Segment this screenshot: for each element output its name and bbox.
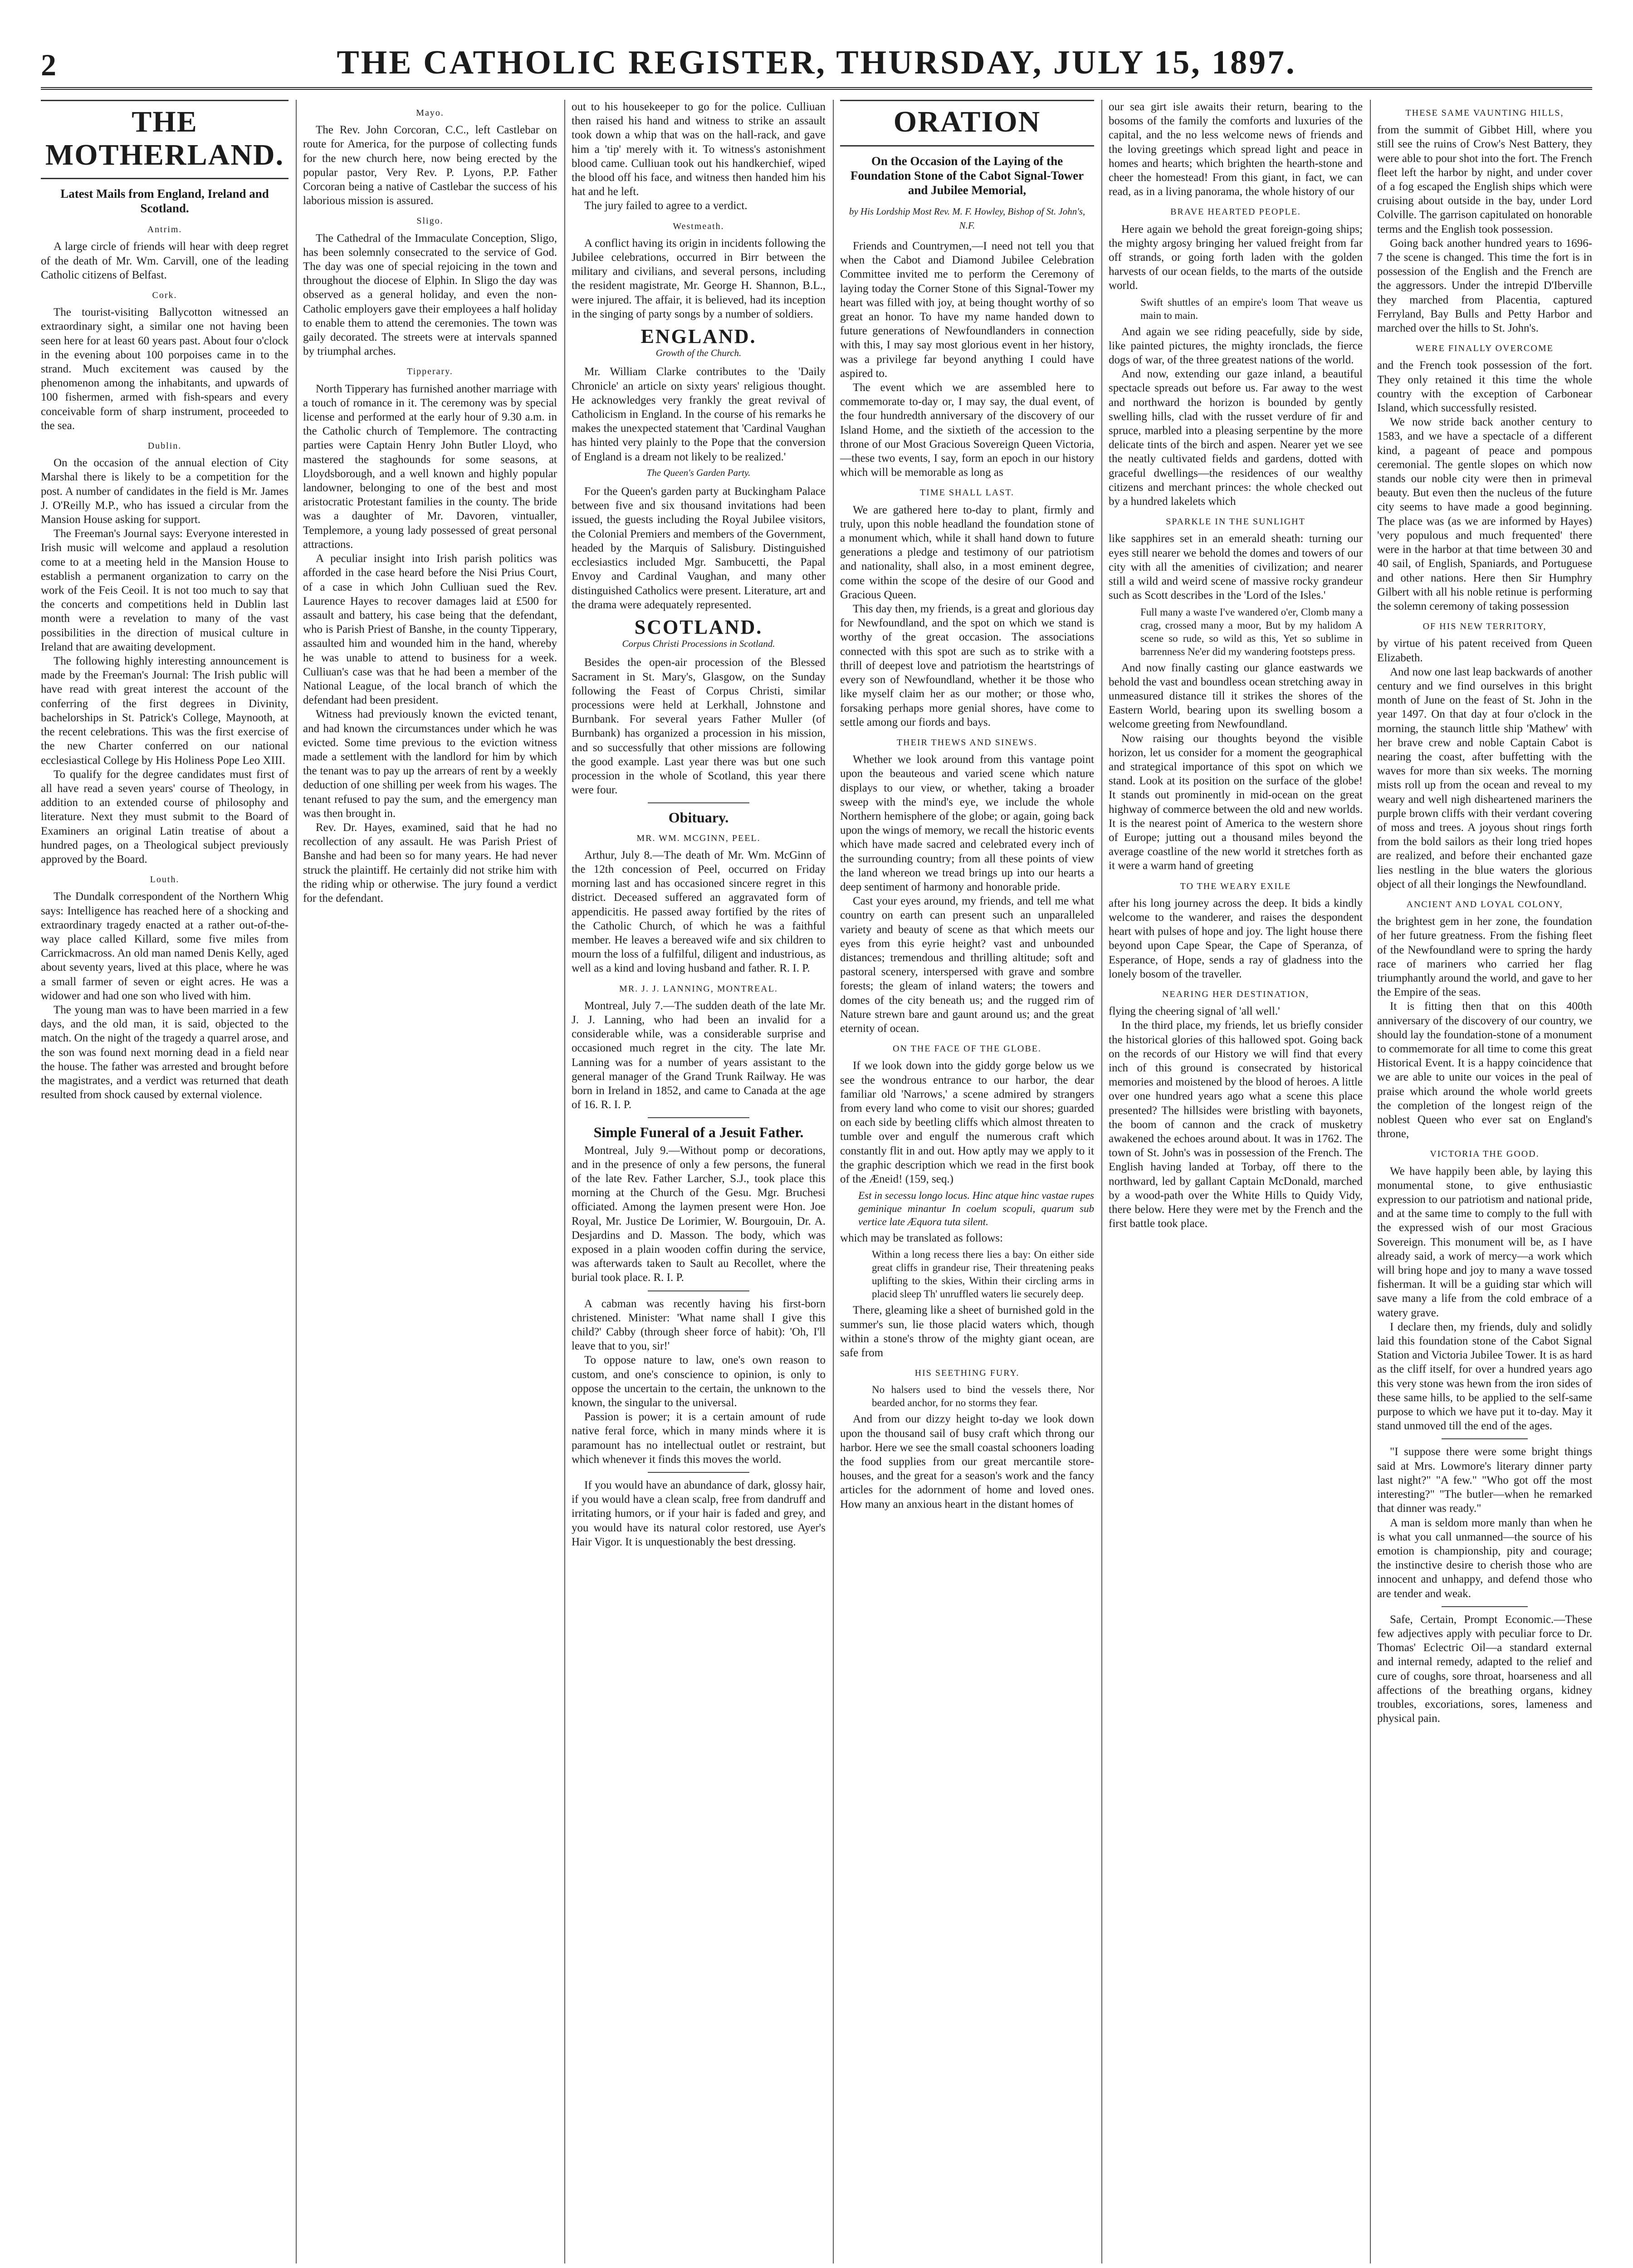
- article-paragraph: Witness had previously known the evicted tenant, and had known the circumstances under which he was evicted. Some time previous to the eviction witness made a settlement with the landlord for him by which the tenant was to pay up the arrears of rent by a weekly deduction of one shilling per week from his wages. The tenant refused to pay the sum, and the emergency man was then brought in.: [303, 708, 557, 820]
- article-paragraph: For the Queen's garden party at Buckingham Palace between five and six thousand invitations had been issued, the guests including the Royal Jubilee visitors, the Colonial Premiers and members of the Government, headed by the Marquis of Salisbury. Distinguished ecclesiastics included Mgr. Sambucetti, the Papal Envoy and Cardinal Vaughan, and many other distinguished Catholics were present. Literature, art and the drama were adequately represented.: [572, 485, 826, 611]
- article-paragraph: To oppose nature to law, one's own reason to custom, and one's conscience to opinion, is only to oppose the uncertain to the certain, the unknown to the known, the singular to the universal.: [572, 1354, 826, 1409]
- obituary-name: MR. WM. MCGINN, PEEL.: [636, 833, 761, 843]
- article-paragraph: And again we see riding peacefully, side by side, like painted pictures, the mighty ironclads, the fierce dogs of war, of the three greatest nations of the world.: [1109, 325, 1363, 367]
- article-paragraph: our sea girt isle awaits their return, bearing to the bosoms of the family the comforts and luxuries of the capital, and the no less welcome news of friends and the loving greetings which spread light and peace in homes and hearts; which brighten the hearth-stone and cheer the homestead! From this giant, in fact, we can read, as in a living panorama, the whole history of our: [1109, 101, 1363, 198]
- article-paragraph: after his long journey across the deep. It bids a kindly welcome to the wanderer, and raises the despondent heart with pulses of hope and joy. The light house there beyond upon Cape Spear, the Cape of Speranza, of Esperance, of Hope, sends a ray of gladness into the lonely bosom of the traveller.: [1109, 897, 1363, 980]
- article-paragraph: I declare then, my friends, duly and solidly laid this foundation stone of the Cabot Signal Station and Victoria Jubilee Tower. It is as hard as the cliff itself, for over a hundred years ago this very stone was hewn from the iron sides of these same hills, to be applied to the self-same purpose to which we have put it to-day. May it stand unmoved till the end of the ages.: [1377, 1320, 1592, 1432]
- place-mayo: Mayo.: [416, 108, 444, 118]
- motherland-deck: Latest Mails from England, Ireland and Scotland.: [60, 187, 269, 215]
- article-paragraph: We now stride back another century to 1583, and we have a spectacle of a different kind, a pageant of peace and pompous ceremonial. The gentle slopes on which now stands our noble city were then in primeval beauty. But even then the nucleus of the future city seems to have made a good beginning. The place was (as we are informed by Hayes) 'very populous and much frequented' there were in the harbor at that time between 30 and 40 sail, of English, Spaniards, and Portuguese and other nations. Here then Sir Humphry Gilbert with all his noble retinue is performing the solemn ceremony of taking possession: [1377, 416, 1592, 612]
- article-paragraph: We have happily been able, by laying this monumental stone, to give enthusiastic expression to our patriotism and national pride, and at the same time to comply to the full with the expressed wish of our most Gracious Sovereign. This monument will be, as I have already said, a work of mercy—a work which will bring hope and joy to many a wave tossed fisherman. It will be a guiding star which will save many a life from the cold embrace of a watery grave.: [1377, 1165, 1592, 1319]
- column-6: [1377, 100, 1592, 2263]
- subheading: Growth of the Church.: [655, 347, 742, 359]
- article-paragraph: A peculiar insight into Irish parish politics was afforded in the case heard before the Nisi Prius Court, of a case in which John Culliuan sued the Rev. Laurence Hayes to recover damages laid at £500 for assault and battery, his case being that the defendant, who is Parish Priest of Banshe, in the county Tipperary, assaulted him and wounded him in the hand, whereby he was unable to attend to business for a week. Culliuan's case was that he had been a member of the National League, of the local branch of which the defendant had been president.: [303, 552, 557, 707]
- article-paragraph: "I suppose there were some bright things said at Mrs. Lowmore's literary dinner party last night?" "A few." "Who got off the most interesting?" "The butler—when he remarked that dinner was ready.": [1377, 1446, 1592, 1515]
- article-paragraph: The Cathedral of the Immaculate Conception, Sligo, has been solemnly consecrated to the service of God. The day was one of special rejoicing in the town and throughout the diocese of Elphin. In Sligo the day was observed as a general holiday, and even the non-Catholic employers gave their employees a half holiday to enable them to attend the ceremonies. The town was gaily decorated. The streets were at intervals spanned by triumphal arches.: [303, 232, 557, 358]
- place-sligo: Sligo.: [416, 216, 444, 226]
- article-paragraph: The event which we are assembled here to commemorate to-day or, I may say, the dual event, of the four hundredth anniversary of the discovery of our Island Home, and the sixtieth of the accession to the throne of our Most Gracious Sovereign Queen Victoria,—these two events, I say, form an epoch in our history which will be memorable as long as: [840, 381, 1094, 479]
- article-paragraph: Montreal, July 7.—The sudden death of the late Mr. J. J. Lanning, who had been an invalid for a considerable while, was a considerable surprise and occasioned much regret in the city. The late Mr. Lanning was for a number of years assistant to the general manager of the Grand Trunk Railway. He was born in Ireland in 1852, and came to Canada at the age of 16. R. I. P.: [572, 999, 826, 1111]
- article-paragraph: Mr. William Clarke contributes to the 'Daily Chronicle' an article on sixty years' religious thought. He acknowledges very frankly the great revival of Catholicism in England. In the course of his remarks he makes the unexpected statement that 'Cardinal Vaughan has hinted very plainly to the Pope that the conversion of England is a dream not likely to be realized.': [572, 366, 826, 463]
- article-paragraph: Rev. Dr. Hayes, examined, said that he had no recollection of any assault. He was Parish Priest of Banshe and had been so for many years. He had never struck the plaintiff. He certainly did not strike him with the riding whip or otherwise. The jury found a verdict for the defendant.: [303, 821, 557, 904]
- verse: Swift shuttles of an empire's loom That weave us main to main.: [1140, 296, 1363, 321]
- article-paragraph: and the French took possession of the fort. They only retained it this time the whole country with the exception of Carbonear Island, which successfully resisted.: [1377, 359, 1592, 415]
- article-paragraph: Cast your eyes around, my friends, and tell me what country on earth can present such an unparalleled variety and beauty of scene as that which meets our eyes from this eyrie height? vast and unbounded distances; tremendous and thrilling altitude; soft and pastoral scenery, interspersed with grave and sombre forests; the gleam of inland waters; the towers and domes of the city beneath us; and the rugged rim of Nature strewn bare and gaunt around us; and the great eternity of ocean.: [840, 895, 1094, 1035]
- article-paragraph: Whether we look around from this vantage point upon the beauteous and varied scene which nature displays to our view, or whether, taking a broader sweep with the mind's eye, we include the whole Northern hemisphere of the globe; or again, going back upon the wings of memory, we recall the historic events which have made sacred and celebrated every inch of the surrounding country; from all these points of view the land whereon we tread brings up into our hearts a deep sentiment of harmony and honorable pride.: [840, 753, 1094, 893]
- article-paragraph: the brightest gem in her zone, the foundation of her future greatness. From the fishing fleet of the Newfoundland were to spring the hardy race of mariners who carried her flag triumphantly around the world, and gave to her the Empire of the seas.: [1377, 915, 1592, 999]
- subheading: HIS SEETHING FURY.: [914, 1368, 1020, 1378]
- subheading: TO THE WEARY EXILE: [1180, 881, 1291, 891]
- place-tipperary: Tipperary.: [407, 367, 453, 377]
- place-louth: Louth.: [150, 875, 180, 885]
- subheading: The Queen's Garden Party.: [646, 467, 751, 478]
- article-paragraph: To qualify for the degree candidates must first of all have read a seven years' course of Theology, in addition to an extended course of philosophy and literature. Next they must submit to the Board of Examiners an original Latin treatise of about a hundred pages, on a Theological subject previously approved by the Board.: [41, 768, 288, 865]
- subheading: BRAVE HEARTED PEOPLE.: [1170, 207, 1301, 217]
- article-paragraph: by virtue of his patent received from Queen Elizabeth.: [1377, 637, 1592, 664]
- divider: [648, 1290, 749, 1291]
- divider: [1442, 1438, 1528, 1439]
- verse: Full many a waste I've wandered o'er, Clomb many a crag, crossed many a moor, But by my halidom A scene so rude, so wild as this, Yet so sublime in barrenness Ne'er did my wandering footsteps press.: [1140, 606, 1363, 657]
- article-paragraph: This day then, my friends, is a great and glorious day for Newfoundland, and the spot on which we stand is worthy of the great occasion. The associations connected with this spot are such as to strike with a thrill of deepest love and patriotism the heartstrings of every son of Newfoundland, whether it be those who like myself claim her as our mother; or those who, forsaking perhaps more genial shores, have come to settle among our fiords and bays.: [840, 603, 1094, 728]
- obituary-heading: Obituary.: [668, 809, 729, 826]
- article-paragraph: The Freeman's Journal says: Everyone interested in Irish music will welcome and applaud a resolution come to at a meeting held in the Mansion House to establish a permanent organization to carry on the work of the Feis Ceoil. It is not too much to say that the concerts and competitions held in Dublin last month were a revelation to many of the vast possibilities in the direction of musical culture in Ireland that are awaiting development.: [41, 528, 288, 653]
- place-westmeath: Westmeath.: [673, 221, 724, 231]
- divider: [648, 802, 749, 803]
- article-paragraph: The jury failed to agree to a verdict.: [584, 200, 748, 212]
- divider: [648, 1117, 749, 1118]
- article-paragraph: Going back another hundred years to 1696-7 the scene is changed. This time the fort is in possession of the English and the French are the aggressors. Under the intrepid D'Iberville they marched from Placentia, captured Ferryland, Bay Bulls and Petty Harbor and marched over the hills to St. John's.: [1377, 237, 1592, 335]
- subheading: WERE FINALLY OVERCOME: [1416, 343, 1554, 354]
- column-rule: [296, 100, 297, 2263]
- column-5: [1109, 100, 1363, 2263]
- article-paragraph: out to his housekeeper to go for the police. Culliuan then raised his hand and witness to strike an assault took down a whip that was on the hall-rack, and gave him a 'tip' merely with it. To witness's astonishment blood came. Culliuan took out his handkerchief, wiped the blood off his face, and witness then handed him his hat and he left.: [572, 101, 826, 198]
- article-paragraph: like sapphires set in an emerald sheath: turning our eyes still nearer we behold the domes and towers of our city with all the amenities of civilization; and nearer still a wild and weird scene of massive rocky grandeur such as Scott describes in the 'Lord of the Isles.': [1109, 533, 1363, 602]
- article-paragraph: And now one last leap backwards of another century and we find ourselves in this bright month of June on the feast of St. John in the year 1497. On that day at four o'clock in the morning, the staunch little ship 'Mathew' with her brave crew and noble Captain Cabot is nearing the coast, after buffetting with the waves for more than six weeks. The morning mists roll up from the ocean and reveal to my weary and well nigh disheartened mariners the purple brown cliffs with their verdant covering of moss and trees. A joyous shout rings forth from the bold sailors as their long tried hopes are realized, and before their enchanted gaze lies nestling in the blue waters the glorious object of all their longings the Newfoundland.: [1377, 665, 1592, 890]
- column-motherland: [41, 100, 288, 2263]
- article-paragraph: The Dundalk correspondent of the Northern Whig says: Intelligence has reached here of a shocking and extraordinary tragedy enacted at a rather out-of-the-way place called Killard, some five miles from Carrickmacross. An old man named Denis Kelly, aged about seventy years, lived at this place, where he was a small farmer of seven or eight acres. He was a widower and had one son who lived with him.: [41, 890, 288, 1002]
- column-rule: [1370, 100, 1371, 2263]
- article-paragraph: flying the cheering signal of 'all well.': [1109, 1005, 1280, 1018]
- section-heading-england: ENGLAND.: [640, 325, 757, 348]
- subheading: THEIR THEWS AND SINEWS.: [896, 737, 1038, 748]
- article-paragraph: The following highly interesting announcement is made by the Freeman's Journal: The Irish public will have read with great interest the account of the conferring of the first degrees in Divinity, bachelorships in St. Patrick's College, Maynooth, at the recent celebrations. This was the first exercise of the new Charter conferred on our national ecclesiastical College by His Holiness Pope Leo XIII.: [41, 655, 288, 767]
- subheading: ON THE FACE OF THE GLOBE.: [893, 1044, 1041, 1054]
- article-paragraph: The young man was to have been married in a few days, and the old man, it is said, objected to the match. On the night of the tragedy a quarrel arose, and the son was found next morning dead in a field near the house. The father was arrested and brought before the magistrates, and a verdict was returned that death resulted from shock caused by external violence.: [41, 1003, 288, 1101]
- latin-quote: Est in secessu longo locus. Hinc atque hinc vastae rupes geminique minantur In coelum scopuli, quarum sub vertice late Æquora tuta silent.: [858, 1190, 1094, 1228]
- article-paragraph: And now, extending our gaze inland, a beautiful spectacle spreads out before us. Far away to the west and northward the horizon is bounded by gently swelling hills, clad with the russet verdure of fir and spruce, marbled into a pleasing serpentine by the more delicate tints of the birch and aspen. Nearer yet we see the neatly cultivated fields and gardens, dotted with graceful dwellings—the residences of our wealthy citizens and merchant princes: the whole checked out by a hundred lakelets which: [1109, 368, 1363, 508]
- article-paragraph: from the summit of Gibbet Hill, where you still see the ruins of Crow's Nest Battery, they were able to pour shot into the fort. The French fleet left the harbor by night, and under cover of a fog escaped the English ships which were cruising about outside in the bay, under Lord Colville. The garrison capitulated on honorable terms and the English took possession.: [1377, 124, 1592, 235]
- article-paragraph: On the occasion of the annual election of City Marshal there is likely to be a competition for the post. A number of candidates in the field is Mr. James J. O'Reilly M.P., who has issued a circular from the Mansion House asking for support.: [41, 457, 288, 526]
- place-cork: Cork.: [152, 290, 177, 300]
- article-paragraph: In the third place, my friends, let us briefly consider the historical glories of this hallowed spot. Going back on the records of our History we will find that every inch of this ground is consecrated by historical memories and moistened by the blood of heroes. A little over one hundred years ago what a scene this place presented? The hillsides were bristling with bayonets, the boom of cannon and the crack of musketry awakened the echoes around about. It was in 1762. The town of St. John's was in possession of the French. The English having landed at Torbay, off there to the northward, led by gallant Captain McDonald, marched by a wood-path over the White Hills to Quidy Vidy, there below. Here they were met by the French and the first battle took place.: [1109, 1019, 1363, 1230]
- article-paragraph: Besides the open-air procession of the Blessed Sacrament in St. Mary's, Glasgow, on the Sunday following the Feast of Corpus Christi, similar processions were held at Lerkhall, Johnstone and Burnbank. For several years Father Muller (of Burnbank) has organized a procession in his mission, and so successfully that other missions are following the good example. Last year there was but one such procession in the whole of Scotland, this year there were four.: [572, 656, 826, 797]
- place-dublin: Dublin.: [147, 441, 182, 451]
- column-3: [572, 100, 826, 2263]
- masthead: [41, 42, 1592, 90]
- subheading: THESE SAME VAUNTING HILLS,: [1405, 108, 1564, 118]
- divider: [1442, 1606, 1528, 1607]
- column-rule: [564, 100, 565, 2263]
- article-paragraph: And from our dizzy height to-day we look down upon the thousand sail of busy craft which throng our harbor. Here we see the small coastal schooners loading the food supplies from our great mercantile store-houses, and the great for a season's work and the fancy articles for the adornment of home and loved ones. How many an anxious heart in the distant homes of: [840, 1413, 1094, 1510]
- article-paragraph: If we look down into the giddy gorge below us we see the wondrous entrance to our harbor, the dear familiar old 'Narrows,' a scene admired by strangers from every land who come to visit our shores; guarded on each side by beetling cliffs which almost threaten to tumble over and engulf the numerous craft which constantly flit in and out. How aptly may we apply to it the graphic description which we read in the first book of the Æneid! (159, seq.): [840, 1060, 1094, 1185]
- verse: No halsers used to bind the vessels there, Nor bearded anchor, for no storms they fear.: [872, 1384, 1094, 1409]
- article-paragraph: A large circle of friends will hear with deep regret of the death of Mr. Wm. Carvill, one of the leading Catholic citizens of Belfast.: [41, 240, 288, 281]
- article-paragraph: which may be translated as follows:: [840, 1232, 1003, 1245]
- article-paragraph: North Tipperary has furnished another marriage with a touch of romance in it. The ceremony was by special license and performed at the early hour of 9.30 a.m. in the Catholic church of Templemore. The contracting parties were Captain Henry John Butler Lloyd, who mastered the staghounds for some seasons, at Lloydsborough, and a well known and highly popular landowner, belonging to one of the best and most aristocratic Protestant families in the county. The bride was a daughter of Mr. Davoren, vintualler, Templemore, a young lady possessed of great personal attractions.: [303, 382, 557, 551]
- obituary-name: MR. J. J. LANNING, MONTREAL.: [619, 983, 778, 994]
- article-paragraph: Safe, Certain, Prompt Economic.—These few adjectives apply with peculiar force to Dr. Thomas' Eclectric Oil—a standard external and internal remedy, adapted to the relief and cure of coughs, sore throat, hoarseness and all affections of the breathing organs, kidney troubles, excoriations, sores, lameness and physical pain.: [1377, 1613, 1592, 1725]
- oration-deck: On the Occasion of the Laying of the Foundation Stone of the Cabot Signal-Tower and Jubilee Memorial,: [850, 154, 1084, 197]
- article-paragraph: The Rev. John Corcoran, C.C., left Castlebar on route for America, for the purpose of collecting funds for the new church here, now being erected by the popular pastor, Very Rev. P. Lyons, P.P. Father Corcoran being a native of Castlebar the success of his laborious mission is assured.: [303, 124, 557, 207]
- article-paragraph: The tourist-visiting Ballycotton witnessed an extraordinary sight, a similar one not having been seen here for at least 60 years past. About four o'clock in the evening about 100 porpoises came in to the strand. Much excitement was caused by the phenomenon among the inhabitants, and upwards of 100 fishermen, armed with fish-spears and every conceivable form of sharp instrument, proceeded to the sea.: [41, 306, 288, 432]
- article-paragraph: Now raising our thoughts beyond the visible horizon, let us consider for a moment the geographical and strategical importance of this spot on which we stand. Look at its position on the surface of the globe! It stands out prominently in mid-ocean on the great highway of commerce between the old and new worlds. It is the nearest point of America to the western shore of Europe; jutting out a thousand miles beyond the average coastline of the new world it stretches forth as it were a warm hand of greeting: [1109, 732, 1363, 872]
- subheading: VICTORIA THE GOOD.: [1430, 1149, 1540, 1159]
- oration-byline: by His Lordship Most Rev. M. F. Howley, Bishop of St. John's, N.F.: [849, 205, 1085, 231]
- subheading: TIME SHALL LAST.: [919, 488, 1015, 498]
- page-number: 2: [41, 48, 56, 82]
- article-paragraph: We are gathered here to-day to plant, firmly and truly, upon this noble headland the foundation stone of a monument which, while it shall hand down to future generations a pledge and testimony of our patriotism and nationality, shall also, in a most eminent degree, come within the scope of the desire of our Good and Gracious Queen.: [840, 503, 1094, 601]
- article-paragraph: There, gleaming like a sheet of burnished gold in the summer's sun, lie those placid waters which, though within a stone's throw of the mighty giant ocean, are safe from: [840, 1304, 1094, 1359]
- column-oration: [840, 100, 1094, 2263]
- subheading: ANCIENT AND LOYAL COLONY,: [1406, 899, 1563, 909]
- subheading: SPARKLE IN THE SUNLIGHT: [1166, 517, 1305, 527]
- column-rule: [833, 100, 834, 2263]
- article-paragraph: If you would have an abundance of dark, glossy hair, if you would have a clean scalp, free from dandruff and irritating humors, or if your hair is faded and grey, and you would have its natural color restored, use Ayer's Hair Vigor. It is unquestionably the best dressing.: [572, 1479, 826, 1548]
- article-paragraph: Friends and Countrymen,—I need not tell you that when the Cabot and Diamond Jubilee Celebration Committee invited me to perform the Ceremony of laying today the Corner Stone of this Signal-Tower my heart was filled with joy, at being thought worthy of so great an honor. To have my name handed down to future generations of Newfoundlanders in connection with this, I may say most glorious event in her history, was a privilege far beyond anything I could have aspired to.: [840, 240, 1094, 380]
- article-paragraph: Passion is power; it is a certain amount of rude native feral force, which in many minds where it is paramount has no intellectual outlet or restraint, but which whenever it finds this moves the world.: [572, 1411, 826, 1466]
- divider: [648, 1472, 749, 1473]
- subheading: Corpus Christi Processions in Scotland.: [622, 638, 775, 650]
- section-heading-scotland: SCOTLAND.: [634, 616, 763, 638]
- funeral-heading: Simple Funeral of a Jesuit Father.: [593, 1124, 804, 1141]
- column-2: [303, 100, 557, 2263]
- article-paragraph: Montreal, July 9.—Without pomp or decorations, and in the presence of only a few persons, the funeral of the late Rev. Father Larcher, S.J., took place this morning at the Church of the Gesu. Mgr. Bruchesi officiated. Among the laymen present were Hon. Joe Royal, Mr. Justice De Lorimier, W. Bourgouin, Dr. A. Desjardins and D. Masson. The body, which was exposed in a plain wooden coffin during the service, was afterwards taken to Sault au Recollet, where the burial took place. R. I. P.: [572, 1144, 826, 1284]
- article-paragraph: Arthur, July 8.—The death of Mr. Wm. McGinn of the 12th concession of Peel, occurred on Friday morning last and has occasioned sincere regret in this district. Deceased suffered an aggravated form of appendicitis. He passed away fortified by the rites of the Catholic Church, of which he was a faithful member. He leaves a bereaved wife and six children to mourn the loss of a fulfilful, diligent and industrious, as well as a kind and loving husband and father. R. I. P.: [572, 849, 826, 975]
- article-paragraph: A man is seldom more manly than when he is what you call unmanned—the source of his emotion is championship, pity and courage; the instinctive desire to cherish those who are innocent and unhappy, and defend those who are tender and weak.: [1377, 1516, 1592, 1600]
- section-heading-motherland: THE MOTHERLAND.: [41, 100, 288, 179]
- subheading: NEARING HER DESTINATION,: [1162, 989, 1310, 999]
- verse: Within a long recess there lies a bay: On either side great cliffs in grandeur rise, Their threatening peaks uplifting to the skies, Within their circling arms in placid sleep Th' unruffled waters lie securely deep.: [872, 1249, 1094, 1300]
- oration-heading: ORATION: [840, 100, 1094, 147]
- article-paragraph: It is fitting then that on this 400th anniversary of the discovery of our country, we should lay the foundation-stone of a monument to commemorate for all time to come this great Historical Event. It is a happy coincidence that we are able to unite our voices in the peal of praise which around the whole world greets the completion of the longest reign of the noblest Queen who ever sat on England's throne,: [1377, 1000, 1592, 1140]
- article-paragraph: A cabman was recently having his first-born christened. Minister: 'What name shall I give this child?' Cabby (through sheer force of habit): 'Oh, I'll leave that to you, sir!': [572, 1297, 826, 1353]
- article-paragraph: Here again we behold the great foreign-going ships; the mighty argosy bringing her valued freight from far off strands, or going forth laden with the golden harvests of our ocean fields, to the marts of the outside world.: [1109, 223, 1363, 292]
- article-paragraph: And now finally casting our glance eastwards we behold the vast and boundless ocean stretching away in unmeasured distance till it strikes the shores of the Eastern World, bearing upon its swelling bosom a welcome greeting from Newfoundland.: [1109, 661, 1363, 731]
- newspaper-title: THE CATHOLIC REGISTER, THURSDAY, JULY 15, 1897.: [337, 44, 1296, 81]
- subheading: OF HIS NEW TERRITORY,: [1423, 621, 1547, 632]
- column-rule: [1101, 100, 1102, 2263]
- place-antrim: Antrim.: [147, 225, 182, 235]
- article-paragraph: A conflict having its origin in incidents following the Jubilee celebrations, occurred in Birr between the military and civilians, and several persons, including the resident magistrate, Mr. George H. Shannon, B.L., were injured. The affair, it is believed, had its inception in the singing of party songs by a number of soldiers.: [572, 237, 826, 320]
